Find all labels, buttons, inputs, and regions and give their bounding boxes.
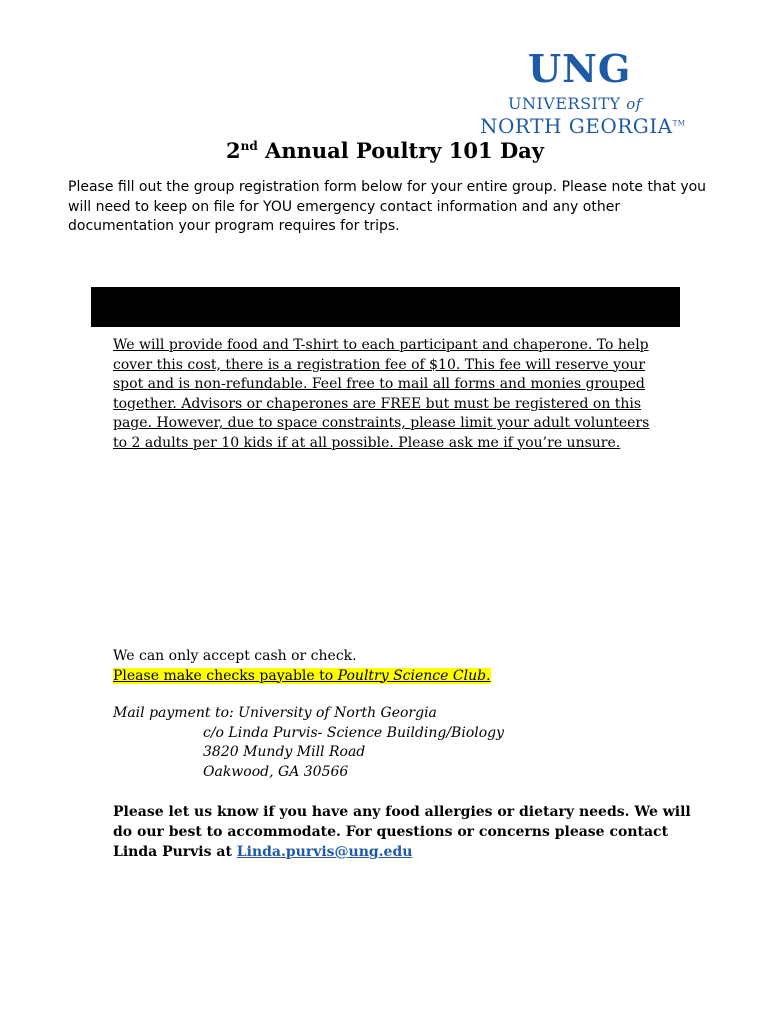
payment-info [113,647,491,686]
allergy-note-text: Please let us know if you have any food allergies or dietary needs. We will do our best to accommodate. For questions or concerns please contact Linda Purvis at [113,804,691,860]
title-rest: Annual Poultry 101 Day [257,138,544,163]
mail-line-2: c/o Linda Purvis- Science Building/Biology [203,724,505,741]
mail-line-3: 3820 Mundy Mill Road [203,744,366,760]
mail-address [113,704,504,782]
checks-highlight [113,668,491,684]
redaction-bar [91,287,680,327]
ung-logo [470,42,710,142]
logo-university [508,94,642,113]
contact-email-link[interactable]: Linda.purvis@ung.edu [236,844,413,860]
mail-line-1: Mail payment to: University of North Georgia [113,705,437,721]
logo-north-georgia [480,114,685,138]
fee-paragraph: We will provide food and T-shirt to each participant and chaperone. To help cover this cost, there is a registration fee of $10. This fee will reserve your spot and is non-refundable. Feel free to mail all forms and monies grouped together. Advisors or chaperones are FREE but must be registered on this page. However, due to space constraints, please limit your adult volunteers to 2 adults per 10 kids if at all possible. Please ask me if you’re unsure. [113,337,650,451]
checks-suffix: . [486,667,491,684]
logo-abbr: UNG [528,46,632,91]
page-title [0,138,770,163]
allergy-note [113,802,713,862]
intro-paragraph: Please fill out the group registration form below for your entire group. Please note that you will need to keep on file for YOU emergency contact information and any other documentation your program requires for trips. [68,179,707,234]
title-num: 2 [226,138,241,163]
checks-prefix: Please make checks payable to [113,667,338,684]
mail-line-4: Oakwood, GA 30566 [203,763,349,780]
logo-tm: TM [672,119,686,128]
logo-north-georgia-word: NORTH GEORGIA [480,114,673,138]
logo-university-word: UNIVERSITY [508,94,621,113]
checks-club: Poultry Science Club [337,667,487,684]
checks-payable-line [113,667,491,687]
payment-line: We can only accept cash or check. [113,648,357,664]
logo-of: of [626,95,642,113]
title-sup: nd [240,139,258,153]
